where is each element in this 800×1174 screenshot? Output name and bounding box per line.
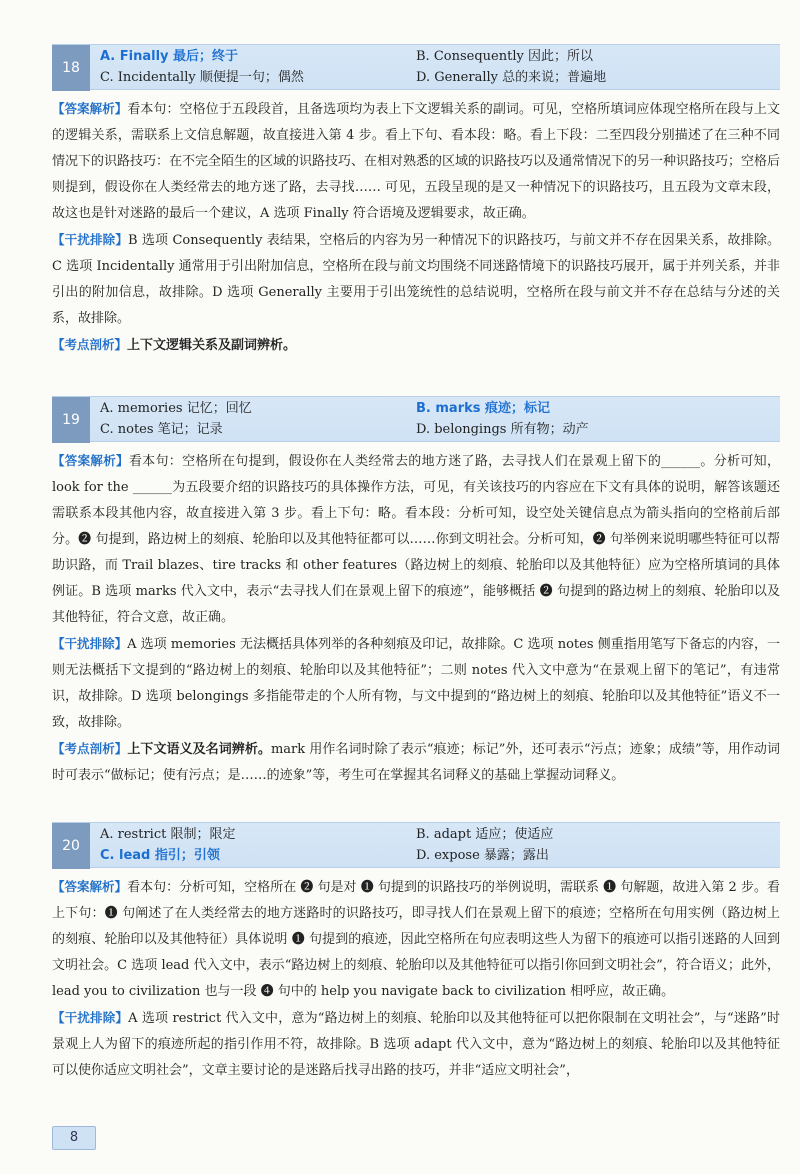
analysis-tag: 【答案解析】	[52, 879, 128, 894]
point-tag: 【考点剖析】	[52, 337, 128, 352]
question-19-options	[52, 396, 780, 442]
answer-analysis	[52, 448, 780, 631]
distractor-text: B 选项 Consequently 表结果，空格后的内容为另一种情况下的识路技巧，与前文并不存在因果关系，故排除。C 选项 Incidentally 通常用于引出附加信息，空格所在段与前文均围绕不同迷路情境下的识路技巧展开，属于并列关系，并非引出的附加信息，故排除。D 选项 Generally 主要用于引出笼统性的总结说明，空格所在段与前文并不存在总结与分述的关系，故排除。	[52, 233, 780, 326]
distractor-tag: 【干扰排除】	[52, 1010, 129, 1025]
option-c: C. lead 指引；引领	[100, 848, 220, 863]
point-text: mark 用作名词时除了表示“痕迹；标记”外，还可表示“污点；迹象；成绩”等，用作动词时可表示“做标记；使有污点；是……的迹象”等，考生可在掌握其名词释义的基础上掌握动词释义。	[52, 742, 780, 783]
question-number: 18	[52, 45, 90, 91]
question-18-explanation	[52, 96, 780, 359]
analysis-tag: 【答案解析】	[52, 101, 128, 116]
option-b: B. Consequently 因此；所以	[416, 49, 593, 64]
option-b: B. adapt 适应；使适应	[416, 827, 554, 842]
option-a: A. memories 记忆；回忆	[100, 401, 252, 416]
exam-point	[52, 736, 780, 789]
option-d: D. belongings 所有物；动产	[416, 422, 589, 437]
question-19-explanation	[52, 448, 780, 789]
point-bold-text: 上下文语义及名词辨析。	[127, 742, 271, 757]
option-d: D. Generally 总的来说；普遍地	[416, 70, 607, 85]
distractor-tag: 【干扰排除】	[52, 636, 128, 651]
option-c: C. notes 笔记；记录	[100, 422, 223, 437]
question-18-options	[52, 44, 780, 90]
page-number: 8	[52, 1126, 96, 1150]
option-b: B. marks 痕迹；标记	[416, 401, 551, 416]
question-20-explanation	[52, 874, 780, 1084]
distractor-text: A 选项 restrict 代入文中，意为“路边树上的刻痕、轮胎印以及其他特征可以把你限制在文明社会”，与“迷路”时景观上人为留下的痕迹所起的指引作用不符，故排除。B 选项 adapt 代入文中，意为“路边树上的刻痕、轮胎印以及其他特征可以使你适应文明社会”，文章主要讨论的是迷路后找寻出路的技巧，并非“适应文明社会”，	[52, 1011, 780, 1078]
distractor-tag: 【干扰排除】	[52, 232, 128, 247]
distractor-elimination	[52, 631, 780, 736]
answer-analysis	[52, 874, 780, 1005]
option-a: A. Finally 最后；终于	[100, 49, 239, 64]
distractor-elimination	[52, 227, 780, 332]
point-text: 上下文逻辑关系及副词辨析。	[127, 338, 297, 353]
analysis-text: 看本句：分析可知，空格所在 ❷ 句是对 ❶ 句提到的识路技巧的举例说明，需联系 ❶ 句解题，故进入第 2 步。看上下句：❶ 句阐述了在人类经常去的地方迷路时的识路技巧，即寻找人们在景观上留下的痕迹；空格所在句用实例（路边树上的刻痕、轮胎印以及其他特征）具体说明 ❶ 句提到的痕迹，因此空格所在句应表明这些人为留下的痕迹可以指引迷路的人回到文明社会。C 选项 lead 代入文中，表示“路边树上的刻痕、轮胎印以及其他特征可以指引你回到文明社会”，符合语义；此外，lead you to civilization 也与一段 ❹ 句中的 help you navigate back to civilization 相呼应，故正确。	[52, 880, 780, 999]
option-c: C. Incidentally 顺便提一句；偶然	[100, 70, 304, 85]
question-number: 19	[52, 397, 90, 443]
question-number: 20	[52, 823, 90, 869]
analysis-text: 看本句：空格位于五段段首，且备选项均为表上下文逻辑关系的副词。可见，空格所填词应体现空格所在段与上文的逻辑关系，需联系上文信息解题，故直接进入第 4 步。看上下句、看本段：略。看上下段：二至四段分别描述了在三种不同情况下的识路技巧：在不完全陌生的区域的识路技巧、在相对熟悉的区域的识路技巧以及通常情况下的另一种识路技巧；空格后则提到，假设你在人类经常去的地方迷了路，去寻找…… 可见，五段呈现的是又一种情况下的识路技巧，且五段为文章末段，故这也是针对迷路的最后一个建议，A 选项 Finally 符合语境及逻辑要求，故正确。	[52, 102, 781, 221]
distractor-elimination	[52, 1005, 780, 1084]
analysis-text: 看本句：空格所在句提到，假设你在人类经常去的地方迷了路，去寻找人们在景观上留下的______。分析可知，look for the ______为五段要介绍的识路技巧的具体操作方法，可见，有关该技巧的内容应在下文有具体的说明，解答该题还需联系本段其他内容，故直接进入第 3 步。看上下句：略。看本段：分析可知，设空处关键信息点为箭头指向的空格前后部分。❷ 句提到，路边树上的刻痕、轮胎印以及其他特征都可以……你到文明社会。分析可知，❷ 句举例来说明哪些特征可以帮助识路，而 Trail blazes、tire tracks 和 other features（路边树上的刻痕、轮胎印以及其他特征）应为空格所填词的具体例证。B 选项 marks 代入文中，表示“去寻找人们在景观上留下的痕迹”，能够概括 ❷ 句提到的路边树上的刻痕、轮胎印以及其他特征，符合文意，故正确。	[52, 454, 780, 625]
analysis-tag: 【答案解析】	[52, 453, 129, 468]
distractor-text: A 选项 memories 无法概括具体列举的各种刻痕及印记，故排除。C 选项 notes 侧重指用笔写下备忘的内容，一则无法概括下文提到的“路边树上的刻痕、轮胎印以及其他特征”；二则 notes 代入文中意为“在景观上留下的笔记”，有违常识，故排除。D 选项 belongings 多指能带走的个人所有物，与文中提到的“路边树上的刻痕、轮胎印以及其他特征”语义不一致，故排除。	[52, 637, 780, 730]
option-a: A. restrict 限制；限定	[100, 827, 236, 842]
exam-point	[52, 332, 780, 359]
option-d: D. expose 暴露；露出	[416, 848, 549, 863]
point-tag: 【考点剖析】	[52, 741, 128, 756]
answer-analysis	[52, 96, 780, 227]
question-20-options	[52, 822, 780, 868]
